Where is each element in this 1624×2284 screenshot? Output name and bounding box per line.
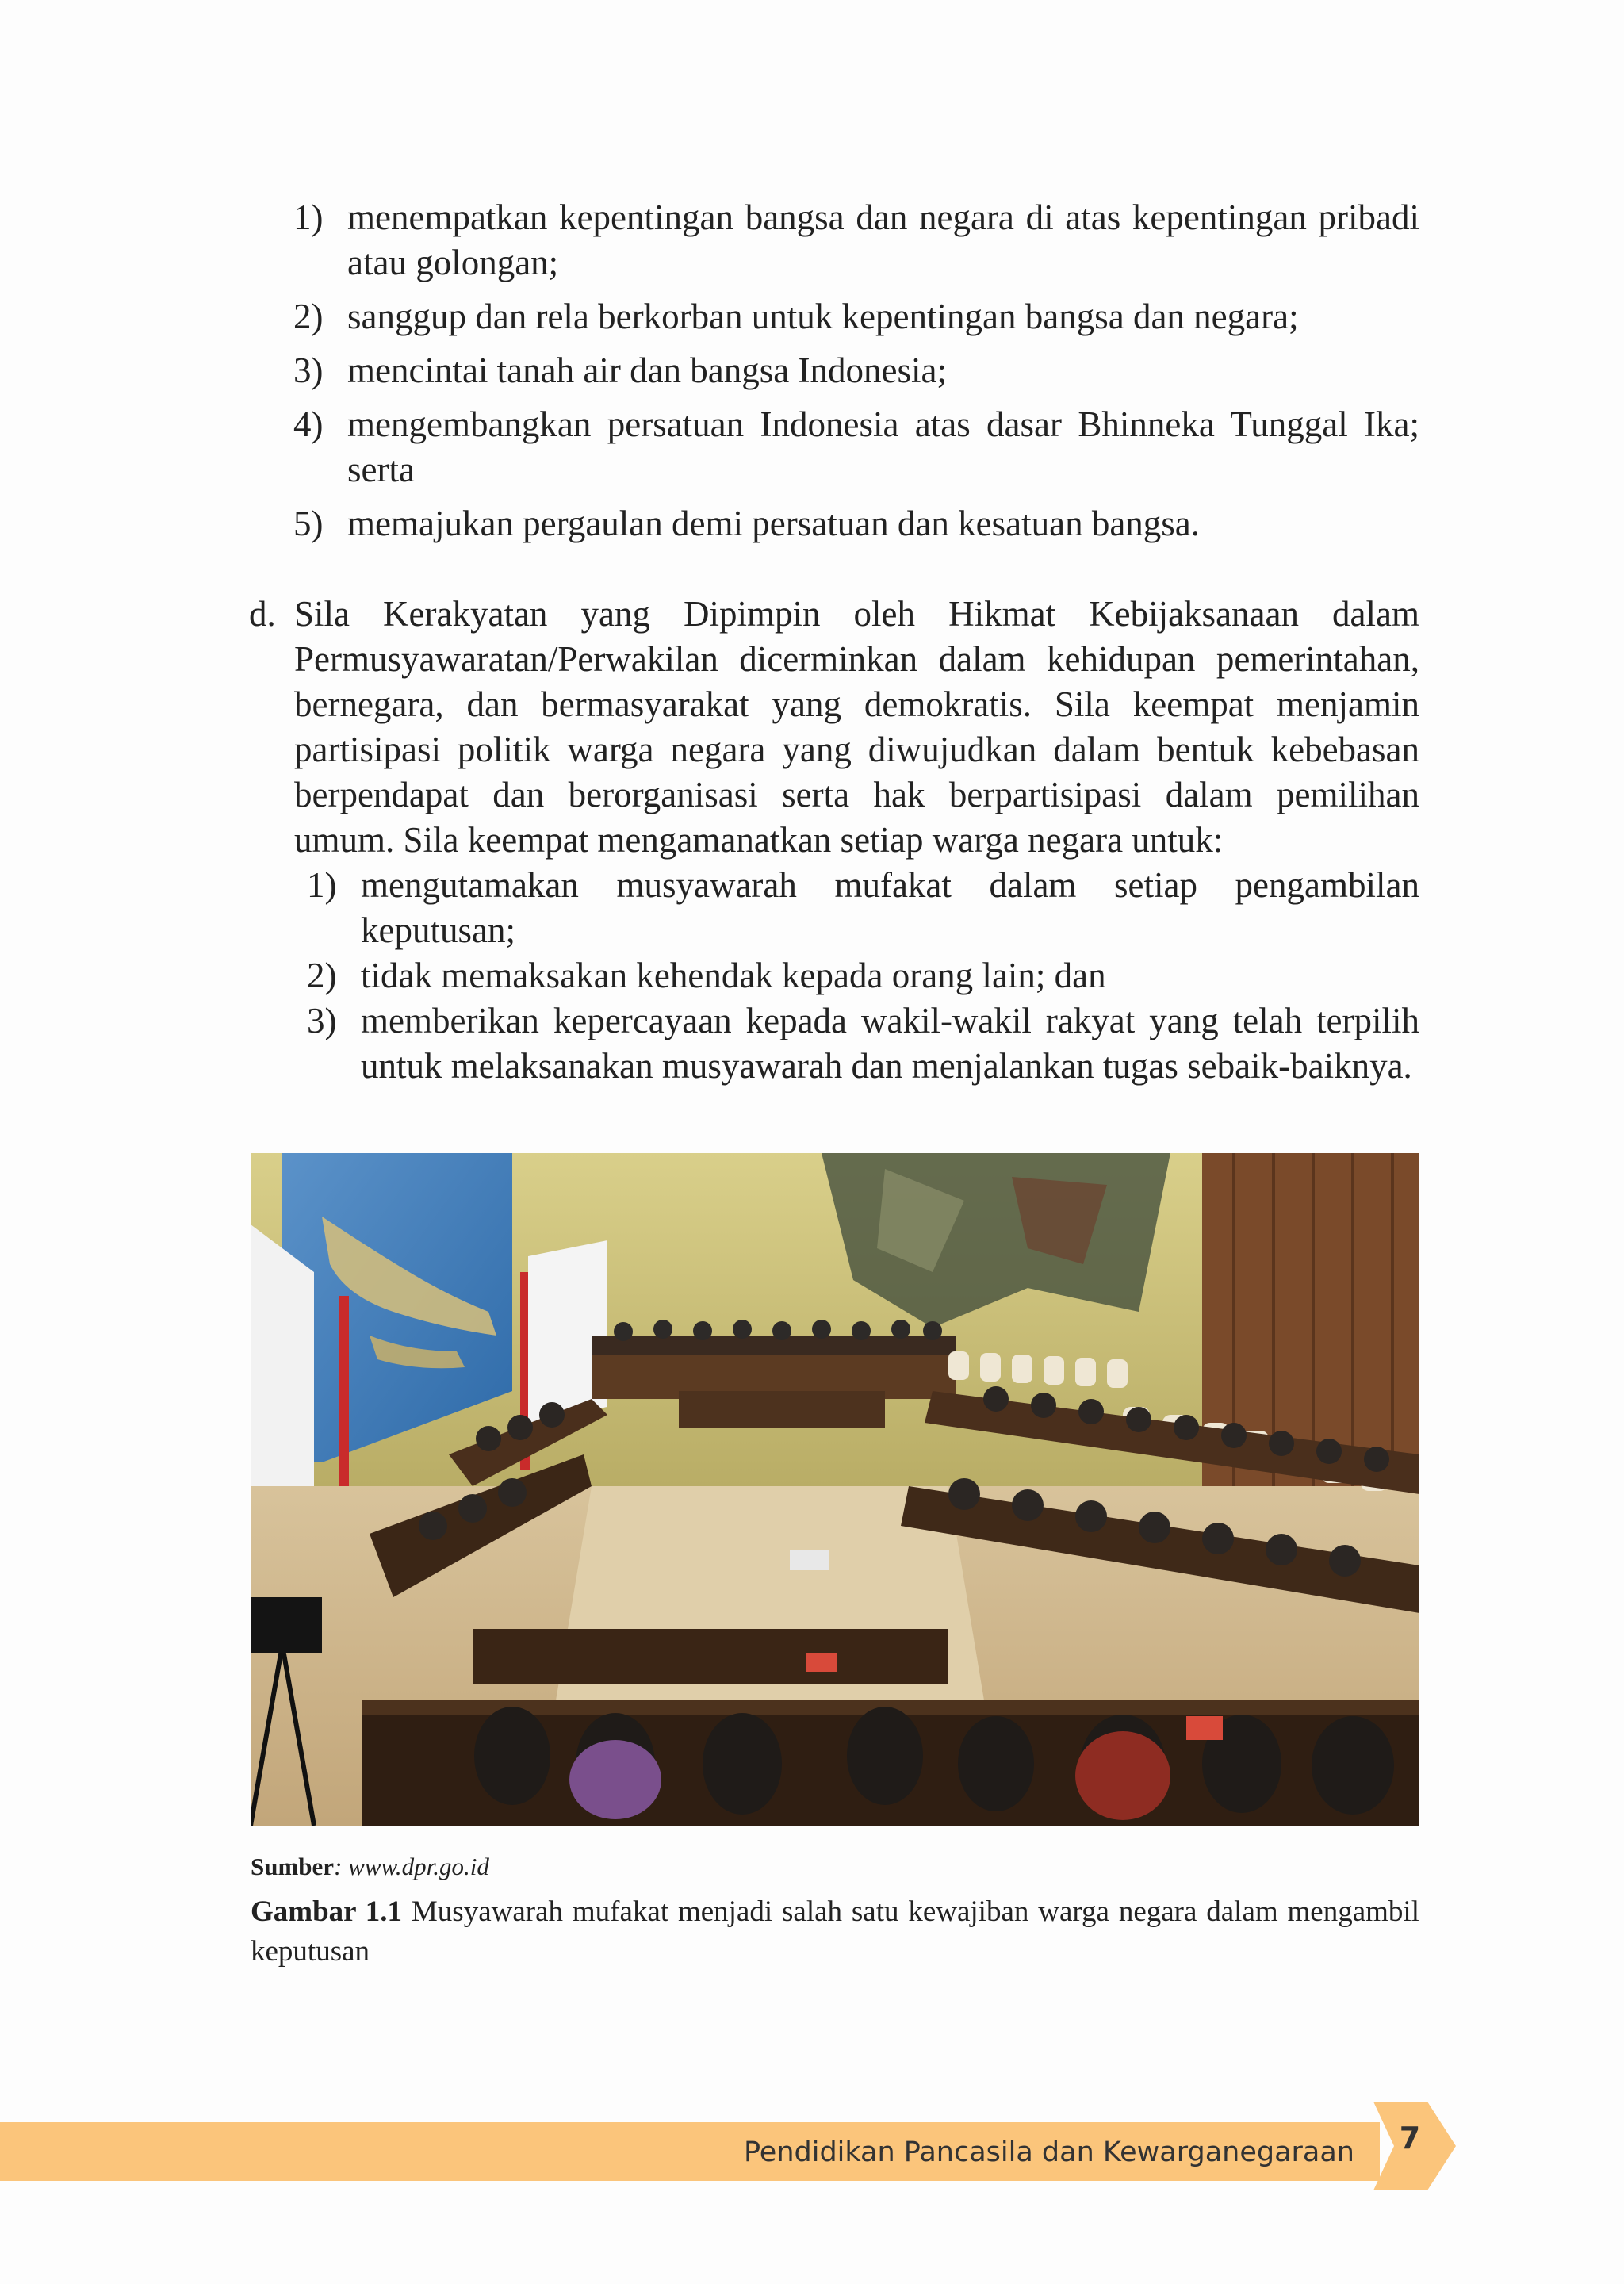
section-text: Sila Kerakyatan yang Dipimpin oleh Hikmat Kebijaksanaan dalam Permusyawaratan/Perwakilan dicerminkan dalam kehidupan pemerintahan, bernegara, dan bermasyarakat yang demokratis. Sila keempat menjamin partisipasi politik warga negara yang diwujudkan dalam bentuk kebebasan berpendapat dan berorganisasi serta hak berpartisipasi dalam pemilihan umum. Sila keempat mengamanatkan setiap warga negara untuk: (294, 594, 1419, 860)
book-title: Pendidikan Pancasila dan Kewarganegaraan (743, 2136, 1354, 2168)
list-number: 3) (307, 1001, 337, 1040)
list-text: memajukan pergaulan demi persatuan dan kesatuan bangsa. (347, 504, 1201, 543)
list-item (293, 501, 1419, 546)
list-number: 1) (307, 865, 337, 905)
list-number: 1) (293, 197, 324, 237)
list-item (307, 998, 1419, 1089)
photo-illustration (251, 1153, 1419, 1826)
figure-source (251, 1851, 489, 1883)
list-item (307, 863, 1419, 953)
list-number: 4) (293, 404, 324, 444)
list-item (293, 294, 1419, 339)
figure-caption (251, 1892, 1419, 1972)
list-text: tidak memaksakan kehendak kepada orang lain; dan (361, 956, 1106, 995)
list-text: sanggup dan rela berkorban untuk kepentingan bangsa dan negara; (347, 297, 1299, 336)
list-number: 5) (293, 504, 324, 543)
list-text: mengembangkan persatuan Indonesia atas dasar Bhinneka Tunggal Ika; serta (347, 404, 1419, 489)
source-label: Sumber (251, 1853, 335, 1880)
source-value: : www.dpr.go.id (334, 1853, 489, 1880)
parliament-meeting-photo (251, 1153, 1419, 1826)
section-letter: d. (249, 594, 276, 634)
section-d-list (307, 863, 1419, 1089)
list-item (293, 195, 1419, 286)
list-text: mencintai tanah air dan bangsa Indonesia; (347, 351, 947, 390)
list-number: 2) (293, 297, 324, 336)
list-continued (293, 195, 1419, 555)
caption-label: Gambar 1.1 (251, 1895, 403, 1928)
list-text: mengutamakan musyawarah mufakat dalam setiap pengambilan keputusan; (361, 865, 1419, 950)
section-d-paragraph (249, 592, 1419, 863)
page-number: 7 (1399, 2121, 1421, 2156)
list-item (293, 348, 1419, 393)
list-text: menempatkan kepentingan bangsa dan negara di atas kepentingan pribadi atau golongan; (347, 197, 1419, 282)
caption-text: Musyawarah mufakat menjadi salah satu kewajiban warga negara dalam mengambil keputusan (251, 1895, 1419, 1968)
list-item (307, 953, 1419, 998)
list-number: 2) (307, 956, 337, 995)
section-d (249, 592, 1419, 1089)
list-number: 3) (293, 351, 324, 390)
list-item (293, 402, 1419, 492)
list-text: memberikan kepercayaan kepada wakil-wakil rakyat yang telah terpilih untuk melaksanakan musyawarah dan menjalankan tugas sebaik-baiknya. (361, 1001, 1419, 1086)
